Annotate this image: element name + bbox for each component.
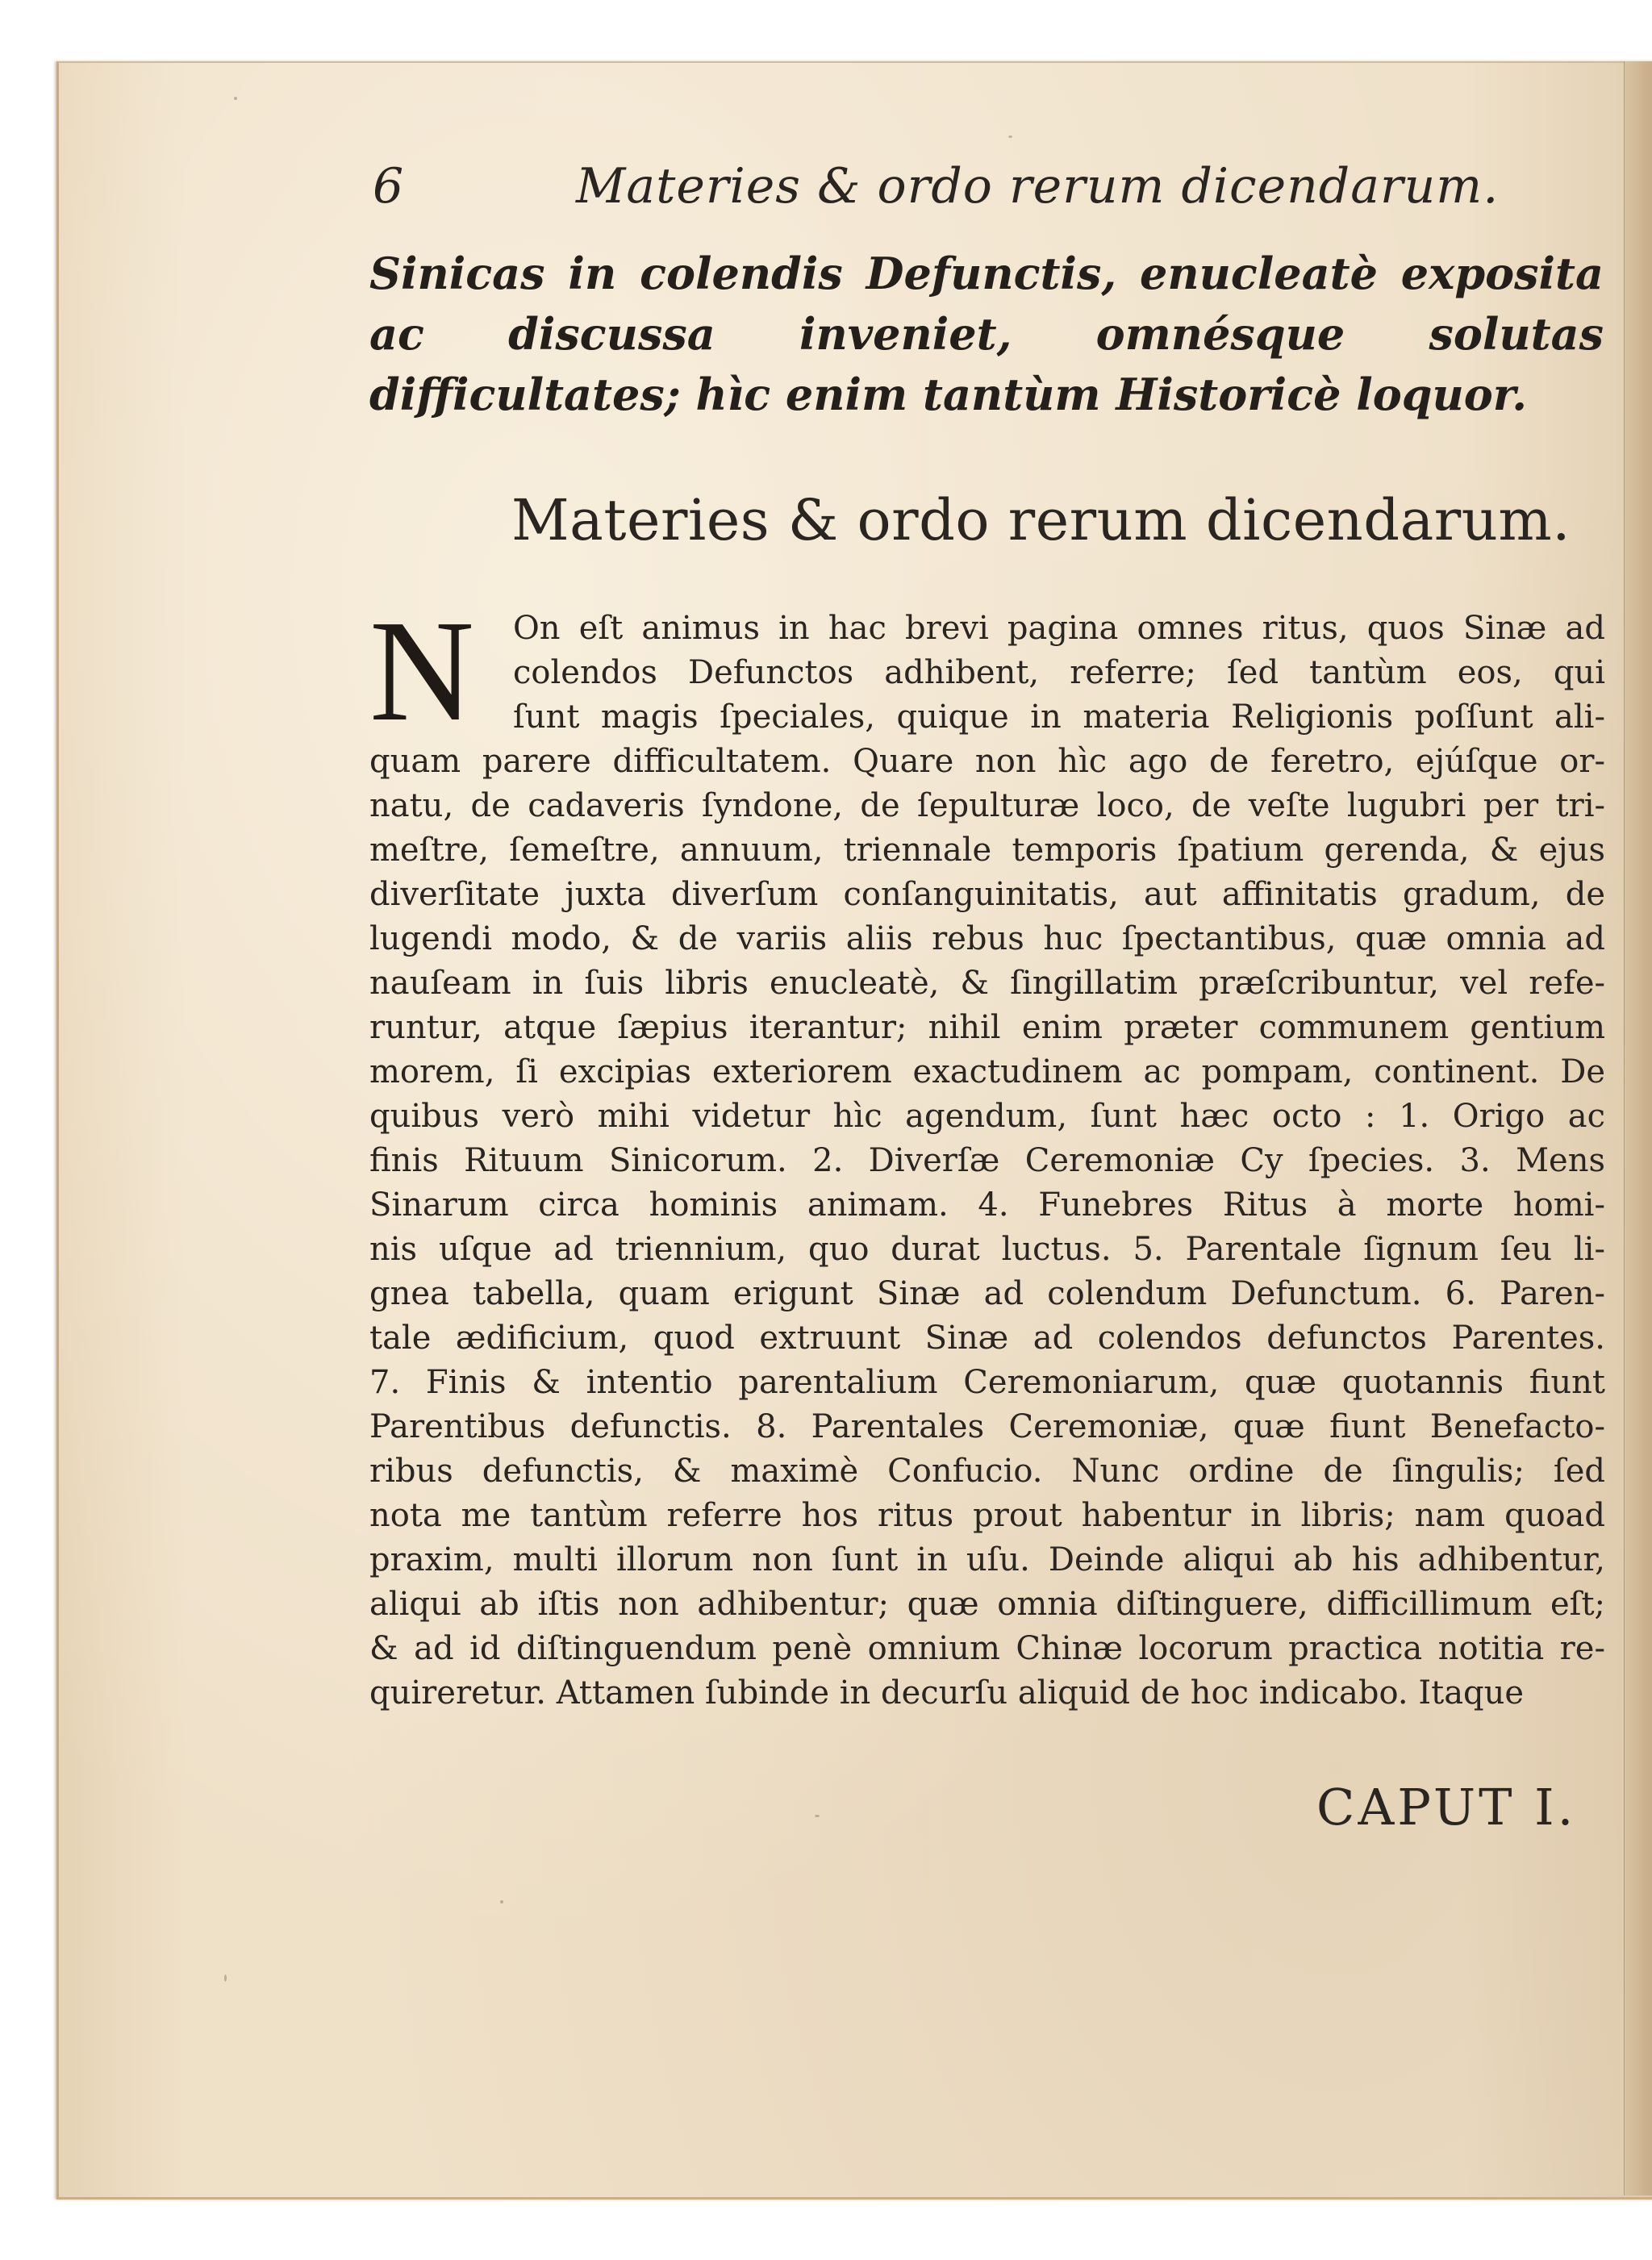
text-line: lugendi modo, & de variis aliis rebus huc ſpectantibus, quæ omnia ad <box>369 920 1605 957</box>
running-title: Materies & ordo rerum dicendarum. <box>576 158 1500 215</box>
text-line: Sinarum circa hominis animam. 4. Funebres Ritus à morte homi- <box>369 1186 1605 1224</box>
body-paragraph <box>369 607 1605 1716</box>
text-line: nis uſque ad triennium, quo durat luctus. 5. Parentale ſignum ſeu li- <box>369 1231 1605 1268</box>
paper-speck <box>224 1974 227 1982</box>
text-line: natu, de cadaveris ſyndone, de ſepulturæ loco, de veſte lugubri per tri- <box>369 787 1605 824</box>
section-title: Materies & ordo rerum dicendarum. <box>511 487 1571 553</box>
running-head <box>373 145 1599 218</box>
text-line: quibus verò mihi videtur hìc agendum, ſunt hæc octo : 1. Origo ac <box>369 1098 1605 1135</box>
drop-cap: N <box>369 590 474 751</box>
text-line: tale ædificium, quod extruunt Sinæ ad colendos defunctos Parentes. <box>369 1320 1605 1357</box>
text-line: nota me tantùm referre hos ritus prout habentur in libris; nam quoad <box>369 1497 1605 1534</box>
text-line: On eſt animus in hac brevi pagina omnes ritus, quos Sinæ ad <box>513 610 1605 647</box>
text-line: ribus defunctis, & maximè Confucio. Nunc ordine de ſingulis; ſed <box>369 1453 1605 1490</box>
text-line: meſtre, ſemeſtre, annuum, triennale temporis ſpatium gerenda, & ejus <box>369 832 1605 869</box>
paper-speck <box>1008 136 1012 138</box>
intro-italic-paragraph: Sinicas in colendis Defunctis, enucleatè exposita ac discussa inveniet, omnésque solutas difficultates; hìc enim tantùm Historicè loquor. <box>369 248 1604 420</box>
text-line: aliqui ab iſtis non adhibentur; quæ omnia diſtinguere, difficillimum eſt; <box>369 1586 1605 1623</box>
text-line: quireretur. Attamen ſubinde in decurſu aliquid de hoc indicabo. Itaque <box>369 1674 1525 1712</box>
text-line: gnea tabella, quam erigunt Sinæ ad colendum Defunctum. 6. Paren- <box>369 1275 1605 1312</box>
text-line: ſunt magis ſpeciales, quique in materia Religionis poſſunt ali- <box>513 698 1605 736</box>
text-line: nauſeam in ſuis libris enucleatè, & ſingillatim præſcribuntur, vel refe- <box>369 965 1605 1002</box>
page-number: 6 <box>373 158 405 215</box>
catchword: CAPUT I. <box>1316 1778 1577 1837</box>
text-line: praxim, multi illorum non ſunt in uſu. Deinde aliqui ab his adhibentur, <box>369 1541 1605 1578</box>
text-line: colendos Defunctos adhibent, referre; ſed tantùm eos, qui <box>513 654 1605 691</box>
text-line: morem, ſi excipias exteriorem exactudinem ac pompam, continent. De <box>369 1053 1605 1090</box>
paper-speck <box>234 97 237 100</box>
paper-speck <box>500 1900 503 1903</box>
text-line: quam parere difficultatem. Quare non hìc ago de feretro, ejúſque or- <box>369 743 1605 780</box>
paper-speck <box>815 1815 820 1817</box>
text-line: runtur, atque ſæpius iterantur; nihil enim præter communem gentium <box>369 1009 1605 1046</box>
text-line: 7. Finis & intentio parentalium Ceremoniarum, quæ quotannis fiunt <box>369 1364 1605 1401</box>
text-line: Parentibus defunctis. 8. Parentales Ceremoniæ, quæ fiunt Benefacto- <box>369 1408 1605 1445</box>
text-line: diverſitate juxta diverſum conſanguinitatis, aut affinitatis gradum, de <box>369 876 1605 913</box>
text-line: finis Rituum Sinicorum. 2. Diverſæ Ceremoniæ Cy ſpecies. 3. Mens <box>369 1142 1605 1179</box>
text-line: & ad id diſtinguendum penè omnium Chinæ locorum practica notitia re- <box>369 1630 1605 1667</box>
facing-page-edge <box>1624 61 1652 2195</box>
